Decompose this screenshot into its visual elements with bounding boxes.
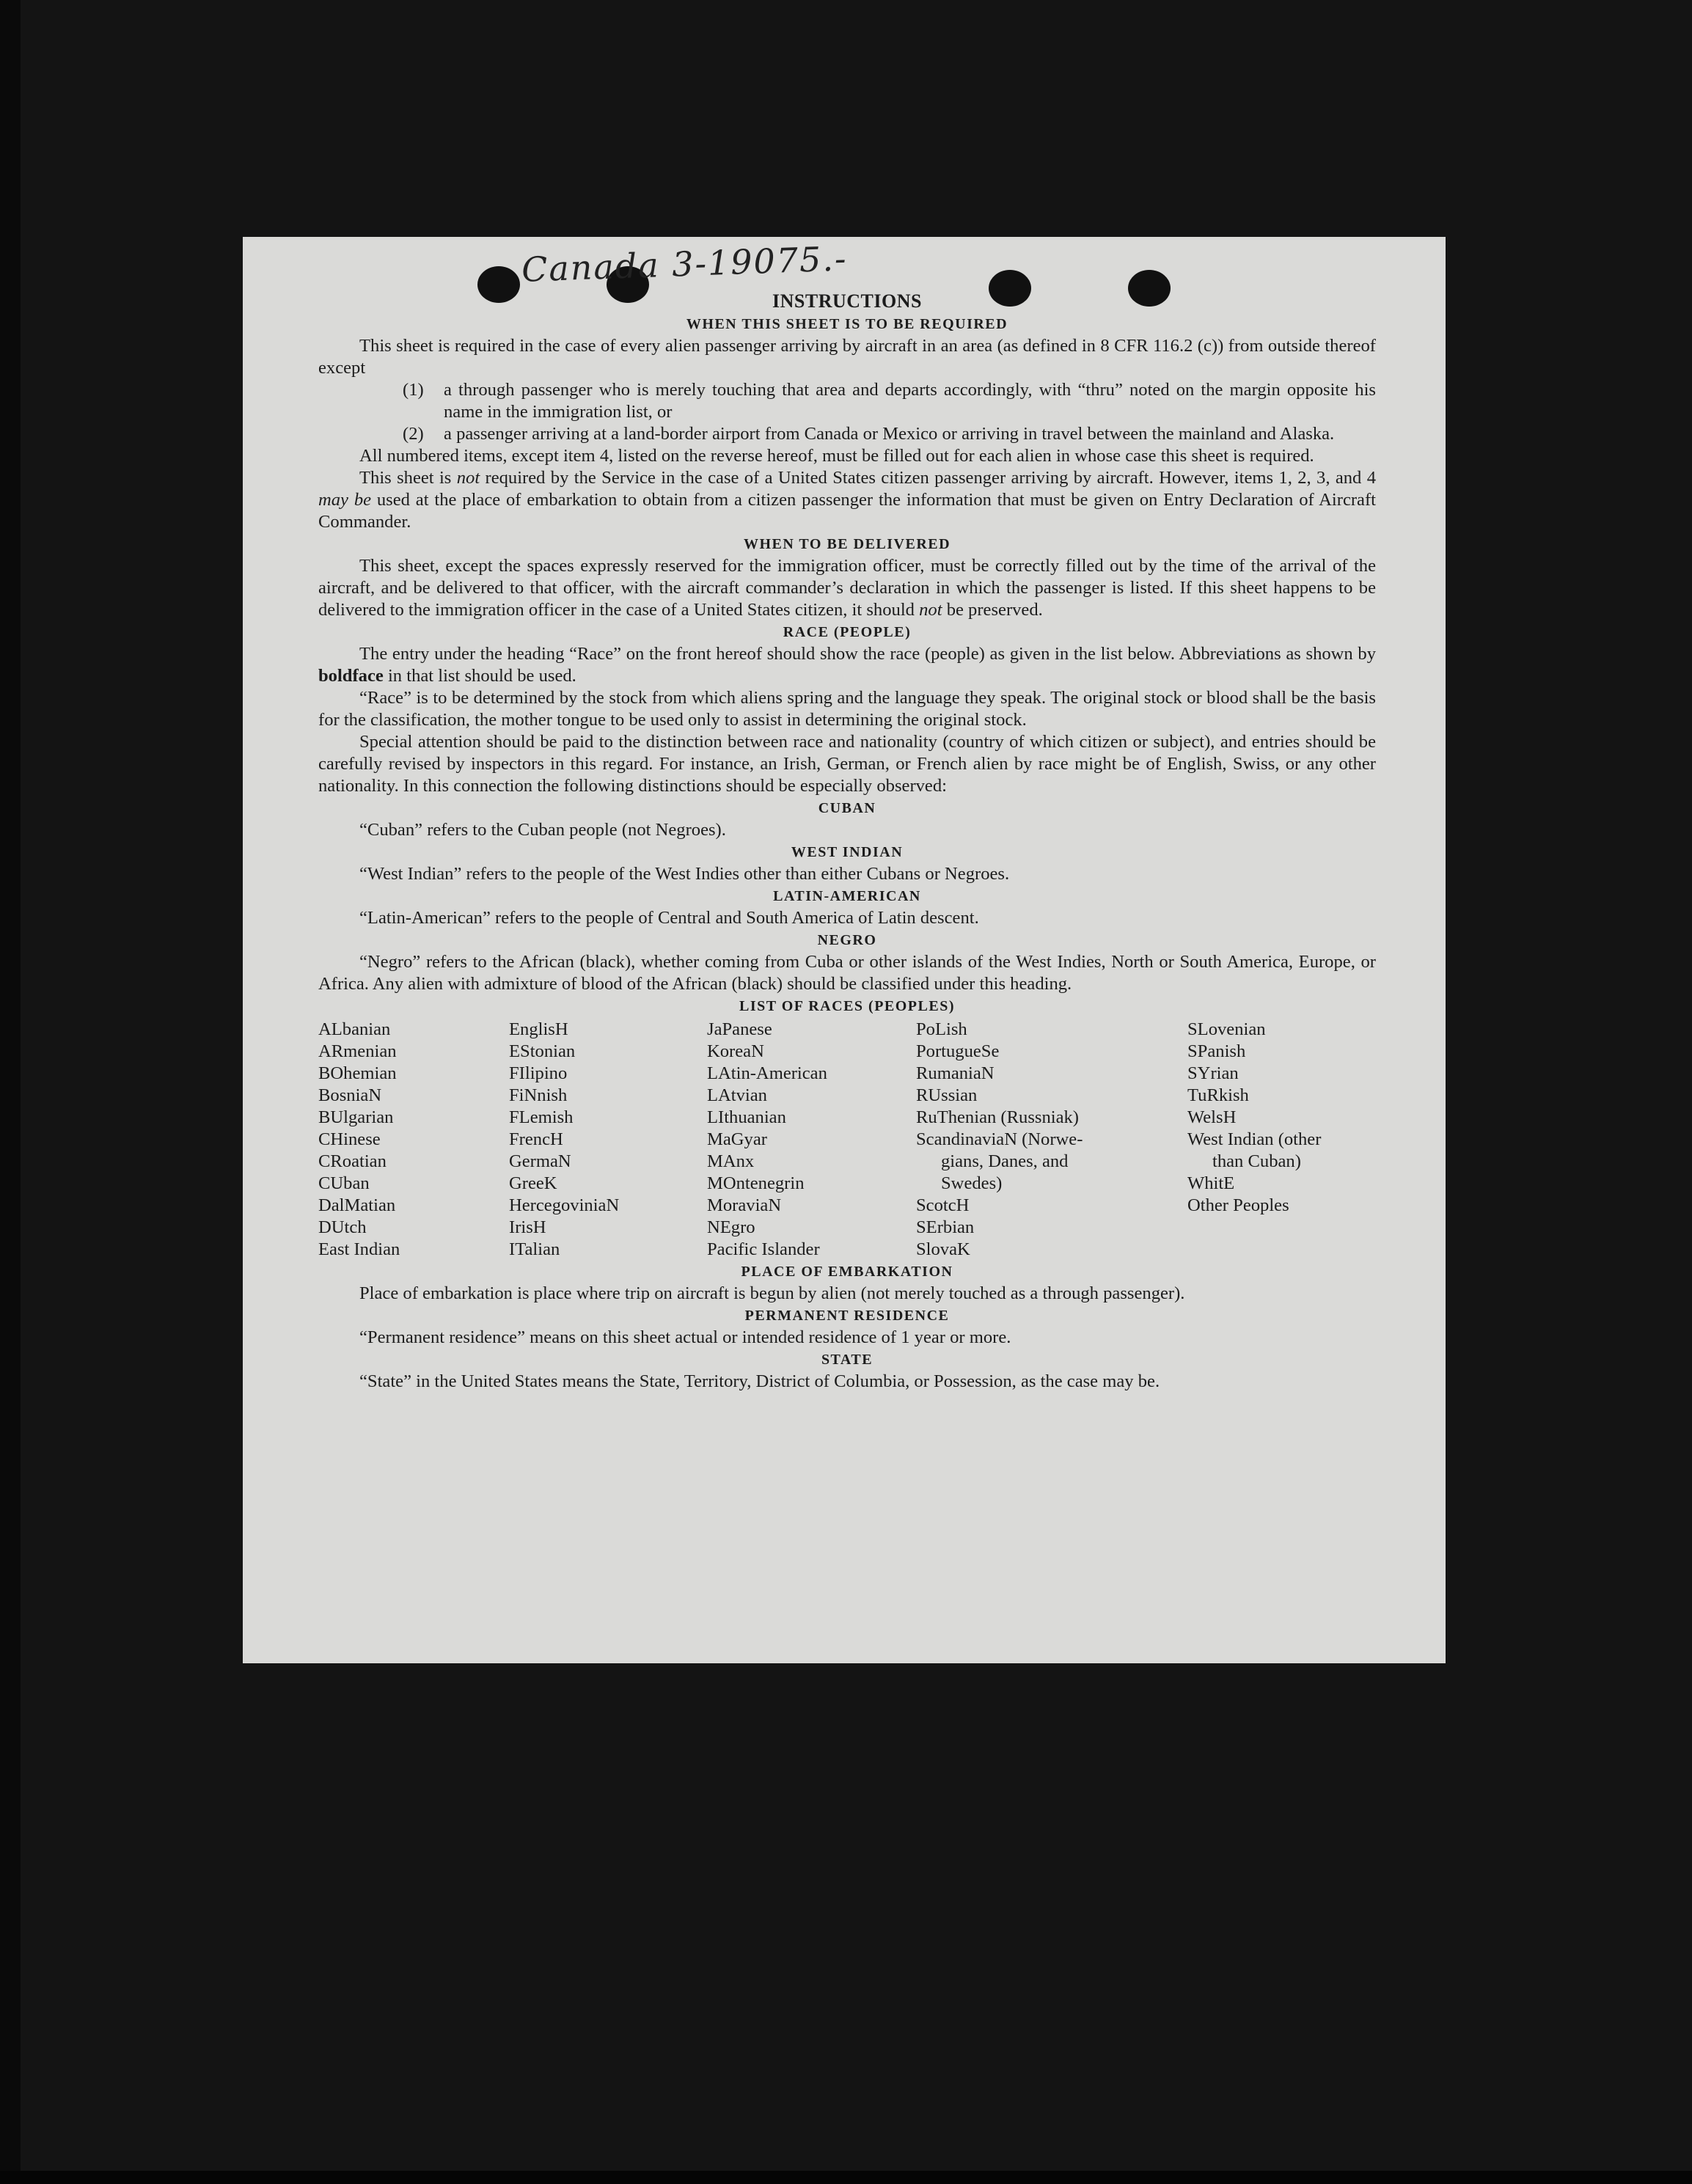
race-entry: SLovenian [1187, 1019, 1266, 1039]
race-entry: BosniaN [318, 1085, 382, 1105]
race-entry: gians, Danes, and [941, 1151, 1069, 1171]
heading-west-indian: WEST INDIAN [791, 844, 904, 860]
races-column [1187, 1019, 1376, 1261]
race-entry: RUssian [916, 1085, 978, 1105]
race-entry: GermaN [509, 1151, 571, 1171]
race-entry: SYrian [1187, 1063, 1239, 1083]
heading-latin-american: LATIN-AMERICAN [773, 888, 921, 904]
race-entry: FIlipino [509, 1063, 568, 1083]
race-entry: RumaniaN [916, 1063, 995, 1083]
race-entry: CUban [318, 1173, 370, 1193]
race-entry: ScandinaviaN (Norwe- [916, 1129, 1083, 1149]
text-fragment: used at the place of embarkation to obtain from a citizen passenger the information that must be given on Entry Declaration of Aircraft Commander. [318, 490, 1376, 532]
race-entry: Swedes) [941, 1173, 1003, 1193]
races-column [509, 1019, 707, 1261]
race-entry: GreeK [509, 1173, 557, 1193]
text-fragment: in that list should be used. [383, 666, 576, 686]
heading-permanent-residence: PERMANENT RESIDENCE [744, 1308, 950, 1324]
race-entry: DalMatian [318, 1195, 396, 1215]
paragraph-cuban: “Cuban” refers to the Cuban people (not Negroes). [359, 820, 726, 840]
document-sheet [243, 237, 1446, 1663]
heading-race: RACE (PEOPLE) [783, 624, 912, 640]
scan-bottom-edge [0, 2171, 1692, 2184]
race-entry: RuThenian (Russniak) [916, 1107, 1079, 1127]
race-entry: FLemish [509, 1107, 574, 1127]
paragraph-race-stock: “Race” is to be determined by the stock from which aliens spring and the language they speak. The original stock or blood shall be the basis for the classification, the mother tongue to be used only to assist in determining the original stock. [318, 688, 1376, 730]
paragraph-required-intro: This sheet is required in the case of every alien passenger arriving by aircraft in an area (as defined in 8 CFR 116.2 (c)) from outside thereof except [318, 336, 1376, 378]
race-entry: ALbanian [318, 1019, 391, 1039]
list-item [318, 423, 1376, 445]
race-entry: DUtch [318, 1217, 367, 1237]
item-number: (2) [403, 424, 424, 444]
races-column [318, 1019, 509, 1261]
text-fragment: required by the Service in the case of a United States citizen passenger arriving by aircraft. However, items 1, 2, 3, and 4 [480, 468, 1376, 488]
paragraph-numbered-items: All numbered items, except item 4, listed on the reverse hereof, must be filled out for each alien in whose case this sheet is required. [359, 446, 1314, 466]
race-entry: West Indian (other [1187, 1129, 1322, 1149]
race-entry: than Cuban) [1212, 1151, 1301, 1171]
scan-edge [0, 0, 21, 2184]
page-title: INSTRUCTIONS [772, 290, 922, 312]
heading-state: STATE [821, 1352, 874, 1368]
race-entry: WelsH [1187, 1107, 1237, 1127]
race-entry: HercegoviniaN [509, 1195, 620, 1215]
race-entry: JaPanese [707, 1019, 772, 1039]
race-entry: Other Peoples [1187, 1195, 1289, 1215]
emphasis-text: not [919, 600, 942, 620]
race-entry: MOntenegrin [707, 1173, 805, 1193]
heading-cuban: CUBAN [818, 800, 876, 816]
paragraph-citizen [318, 467, 1376, 533]
race-entry: BOhemian [318, 1063, 397, 1083]
race-entry: LAtin-American [707, 1063, 827, 1083]
text-fragment: The entry under the heading “Race” on the front hereof should show the race (people) as given in the list below. Abbreviations as shown by [359, 644, 1376, 664]
race-entry: NEgro [707, 1217, 755, 1237]
races-column [916, 1019, 1187, 1261]
race-entry: East Indian [318, 1239, 400, 1259]
emphasis-text: not [456, 468, 480, 488]
list-item [318, 379, 1376, 423]
race-entry: IrisH [509, 1217, 546, 1237]
paragraph-race-entry [318, 643, 1376, 687]
handwritten-note: Canada 3-19075.- [521, 238, 849, 290]
text-fragment: be preserved. [942, 600, 1043, 620]
item-text: a passenger arriving at a land-border airport from Canada or Mexico or arriving in travel between the mainland and Alaska. [444, 424, 1335, 444]
race-entry: MaGyar [707, 1129, 767, 1149]
race-entry: SErbian [916, 1217, 975, 1237]
race-entry: Pacific Islander [707, 1239, 820, 1259]
heading-when-delivered: WHEN TO BE DELIVERED [743, 536, 951, 552]
item-number: (1) [403, 380, 424, 400]
race-entry: SlovaK [916, 1239, 970, 1259]
text-fragment: This sheet is [359, 468, 457, 488]
race-entry: EStonian [509, 1041, 576, 1061]
heading-when-required: WHEN THIS SHEET IS TO BE REQUIRED [686, 316, 1008, 332]
text-fragment: This sheet, except the spaces expressly reserved for the immigration officer, must be correctly filled out by the time of the arrival of the aircraft, and be delivered to that officer, with the aircraft commander’s declaration in which the passenger is listed. If this sheet happens to be delivered to the immigration officer in the case of a United States citizen, it should [318, 556, 1376, 620]
race-entry: MoraviaN [707, 1195, 782, 1215]
bold-text: boldface [318, 666, 384, 686]
paragraph-negro: “Negro” refers to the African (black), whether coming from Cuba or other islands of the West Indies, North or South America, Europe, or Africa. Any alien with admixture of blood of the African (black) should be classified under this heading. [318, 952, 1376, 994]
race-entry: TuRkish [1187, 1085, 1249, 1105]
race-entry: LAtvian [707, 1085, 767, 1105]
paragraph-delivered [318, 555, 1376, 621]
race-entry: FiNnish [509, 1085, 568, 1105]
race-entry: ARmenian [318, 1041, 397, 1061]
paragraph-permanent-residence: “Permanent residence” means on this sheet actual or intended residence of 1 year or more. [359, 1327, 1011, 1347]
race-entry: BUlgarian [318, 1107, 394, 1127]
paragraph-west-indian: “West Indian” refers to the people of the West Indies other than either Cubans or Negroes. [359, 864, 1010, 884]
race-entry: PoLish [916, 1019, 967, 1039]
race-entry: EnglisH [509, 1019, 568, 1039]
paragraph-latin-american: “Latin-American” refers to the people of Central and South America of Latin descent. [359, 908, 979, 928]
race-entry: FrencH [509, 1129, 563, 1149]
paragraph-state: “State” in the United States means the State, Territory, District of Columbia, or Possession, as the case may be. [359, 1371, 1160, 1391]
race-entry: PortugueSe [916, 1041, 1000, 1061]
heading-list-of-races: LIST OF RACES (PEOPLES) [739, 998, 955, 1014]
emphasis-text: may be [318, 490, 372, 510]
race-entry: ITalian [509, 1239, 560, 1259]
races-column [707, 1019, 916, 1261]
exceptions-list [318, 379, 1376, 445]
race-entry: CRoatian [318, 1151, 387, 1171]
races-list [318, 1019, 1376, 1261]
race-entry: WhitE [1187, 1173, 1235, 1193]
item-text: a through passenger who is merely touching that area and departs accordingly, with “thru” noted on the margin opposite his name in the immigration list, or [444, 380, 1376, 422]
paragraph-race-nationality: Special attention should be paid to the distinction between race and nationality (country of which citizen or subject), and entries should be carefully revised by inspectors in this regard. For instance, an Irish, German, or French alien by race might be of English, Swiss, or any other nationality. In this connection the following distinctions should be especially observed: [318, 732, 1376, 796]
race-entry: CHinese [318, 1129, 381, 1149]
instructions-content [318, 290, 1376, 1393]
heading-negro: NEGRO [817, 932, 877, 948]
race-entry: MAnx [707, 1151, 755, 1171]
race-entry: KoreaN [707, 1041, 764, 1061]
heading-embarkation: PLACE OF EMBARKATION [741, 1264, 953, 1280]
race-entry: ScotcH [916, 1195, 970, 1215]
race-entry: SPanish [1187, 1041, 1246, 1061]
paragraph-embarkation: Place of embarkation is place where trip on aircraft is begun by alien (not merely touched as a through passenger). [359, 1283, 1185, 1303]
race-entry: LIthuanian [707, 1107, 786, 1127]
